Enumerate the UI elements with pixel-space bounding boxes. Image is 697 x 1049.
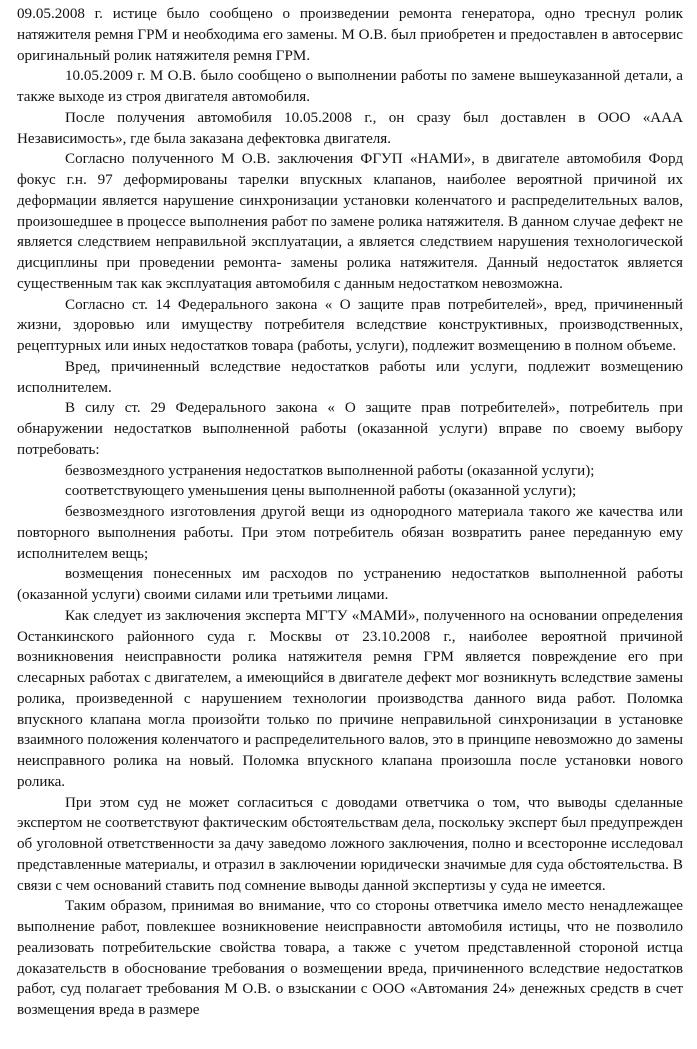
list-item-free-repair: безвозмездного устранения недостатков выполненной работы (оказанной услуги); [65,462,595,479]
paragraph-mami-expert: Как следует из заключения эксперта МГТУ «МАМИ», полученного на основании определения Останкинского районного суда г. Москвы от 23.10.2008 г., наиболее вероятной причиной возникновения неисправности ролика натяжителя ремня ГРМ является повреждение его при слесарных работах с двигателем, а имеющийся в двигателе дефект мог возникнуть вследствие замены ролика, произведенной с нарушением технологии производства данного вида работ. Поломка впускного клапана могла произойти только по причине неправильной синхронизации в установке взаимного положения коленчатого и распределительного валов, это в принципе невозможно до замены неисправного ролика на новый. Поломка впускного клапана произошла после установки нового ролика. [17,607,683,790]
paragraph-nami-conclusion: Согласно полученного М О.В. заключения ФГУП «НАМИ», в двигателе автомобиля Форд фокус г.н. 97 деформированы тарелки впускных клапанов, наиболее вероятной причиной их деформации является нарушение синхронизации установки коленчатого и распределительных валов, произошедшее в процессе выполнения работ по замене ролика натяжителя. В данном случае дефект не является следствием неправильной эксплуатации, а является следствием нарушения технологической дисциплины при проведении ремонта- замены ролика натяжителя. Данный недостаток является существенным так как эксплуатация автомобиля с данным недостатком невозможна. [17,151,683,292]
paragraph-defect-inspection: После получения автомобиля 10.05.2008 г., он сразу был доставлен в ООО «ААА Независимость», где была заказана дефектовка двигателя. [17,109,683,147]
paragraph-harm-compensation: Вред, причиненный вследствие недостатков работы или услуги, подлежит возмещению исполнителем. [17,358,683,396]
paragraph-work-completed: 10.05.2009 г. М О.В. было сообщено о выполнении работы по замене вышеуказанной детали, а также выходе из строя двигателя автомобиля. [17,68,683,105]
paragraph-conclusion: Таким образом, принимая во внимание, что со стороны ответчика имело место ненадлежащее выполнение работ, повлекшее возникновение неисправности автомобиля истицы, что не позволило реализовать потребительские свойства товара, а также с учетом представленной стороной истца доказательств в обоснование требования о возмещении вреда, причиненного вследствие недостатков работ, суд полагает требования М О.В. о взыскании с ООО «Автомания 24» денежных средств в счет возмещения вреда в размере [17,898,683,1018]
paragraph-court-position: При этом суд не может согласиться с доводами ответчика о том, что выводы сделанные экспертом не соответствуют фактическим обстоятельствам дела, поскольку эксперт был предупрежден об уголовной ответственности за дачу заведомо ложного заключения, полно и всесторонне исследовал представленные материалы, и отразил в заключении юридически значимые для суда обстоятельства. В связи с чем оснований ставить под сомнение выводы данной экспертизы у суда не имеется. [17,794,683,894]
paragraph-article-14: Согласно ст. 14 Федерального закона « О защите прав потребителей», вред, причиненный жизни, здоровью или имуществу потребителя вследствие конструктивных, производственных, рецептурных или иных недостатков товара (работы, услуги), подлежит возмещению в полном объеме. [17,296,683,354]
list-item-expenses: возмещения понесенных им расходов по устранению недостатков выполненной работы (оказанной услуги) своими силами или третьими лицами. [17,566,683,603]
paragraph-repair-notice: 09.05.2008 г. истице было сообщено о произведении ремонта генератора, одно треснул ролик натяжителя ремня ГРМ и необходима его замены. М О.В. был приобретен и предоставлен в автосервис оригинальный ролик натяжителя ремня ГРМ. [17,6,683,64]
list-item-replacement: безвозмездного изготовления другой вещи из однородного материала такого же качества или повторного выполнения работы. При этом потребитель обязан возвратить ранее переданную ему исполнителем вещь; [17,504,683,562]
list-item-price-reduction: соответствующего уменьшения цены выполненной работы (оказанной услуги); [65,483,577,500]
paragraph-article-29: В силу ст. 29 Федерального закона « О защите прав потребителей», потребитель при обнаружении недостатков выполненной работы (оказанной услуги) вправе по своему выбору потребовать: [17,400,683,458]
